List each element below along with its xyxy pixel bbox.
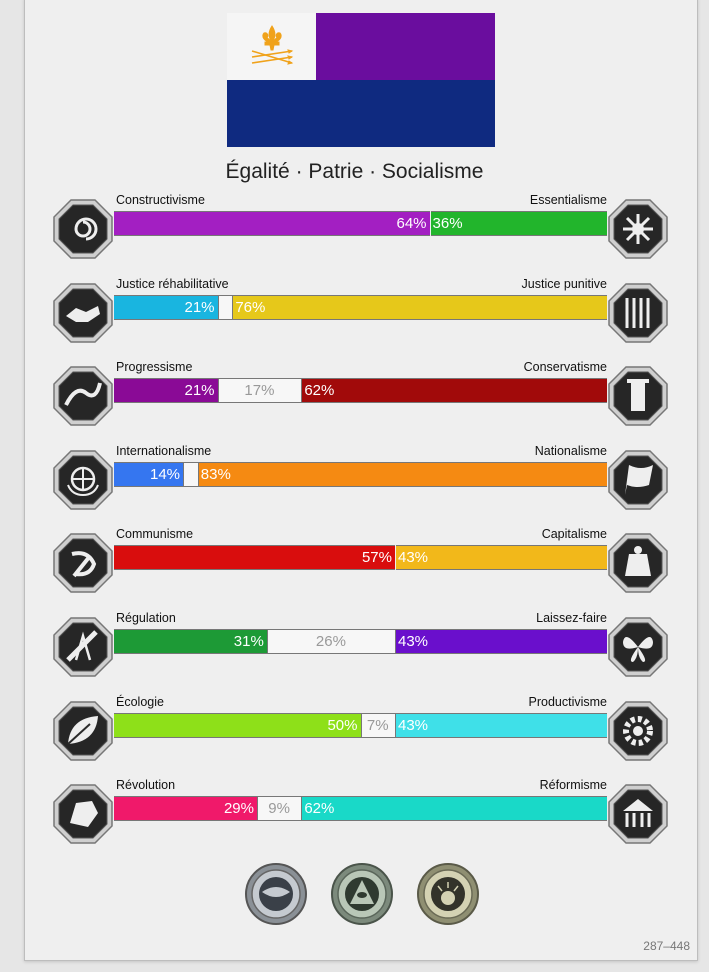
column-icon <box>607 365 669 427</box>
axis-left-segment: 57% <box>114 546 395 569</box>
axis-center-segment: 26% <box>267 630 395 653</box>
axis-left-label: Écologie <box>116 695 164 709</box>
motto: Égalité · Patrie · Socialisme <box>225 160 484 183</box>
axis-left-segment: 21% <box>114 379 218 402</box>
globe-laurel-icon <box>52 449 114 511</box>
axis-right-segment: 36% <box>430 212 607 235</box>
footer-coins <box>244 862 480 926</box>
axis-center-segment: 9% <box>257 797 301 820</box>
flag-blue-stripe <box>227 80 495 147</box>
axis-right-segment: 62% <box>301 379 607 402</box>
axis-right-label: Capitalisme <box>541 527 607 541</box>
axis-row <box>52 193 669 260</box>
flag-purple-stripe <box>316 13 495 80</box>
axis-left-segment: 14% <box>114 463 183 486</box>
leaf-icon <box>52 700 114 762</box>
axis-right-label: Productivisme <box>528 695 607 709</box>
axis-bar <box>114 545 607 570</box>
axis-row <box>52 360 669 427</box>
axis-right-segment: 43% <box>395 630 607 653</box>
axis-bar <box>114 629 607 654</box>
flower-icon <box>607 198 669 260</box>
axis-center-segment: 17% <box>218 379 302 402</box>
money-bag-icon <box>607 532 669 594</box>
axis-row <box>52 695 669 762</box>
axis-right-label: Réformisme <box>539 778 607 792</box>
axis-center-segment <box>218 296 233 319</box>
axis-right-segment: 43% <box>395 714 607 737</box>
axis-right-label: Conservatisme <box>523 360 607 374</box>
gear-icon <box>607 700 669 762</box>
axis-bar <box>114 713 607 738</box>
prison-bars-icon <box>607 282 669 344</box>
axis-right-segment: 43% <box>395 546 607 569</box>
spiral-icon <box>52 198 114 260</box>
handshake-icon <box>52 282 114 344</box>
coin-silver-icon <box>244 862 308 926</box>
axis-row <box>52 527 669 594</box>
axis-right-segment: 83% <box>198 463 607 486</box>
axis-row <box>52 444 669 511</box>
butterfly-icon <box>607 616 669 678</box>
axis-right-label: Nationalisme <box>534 444 607 458</box>
axis-center-segment <box>183 463 198 486</box>
coin-eye-pyramid-icon <box>330 862 394 926</box>
axis-center-segment: 7% <box>361 714 396 737</box>
ruler-compass-icon <box>52 616 114 678</box>
axis-left-label: Justice réhabilitative <box>116 277 229 291</box>
axis-left-segment: 21% <box>114 296 218 319</box>
axis-left-label: Communisme <box>116 527 194 541</box>
axis-bar <box>114 462 607 487</box>
axis-right-label: Justice punitive <box>521 277 607 291</box>
axis-left-segment: 29% <box>114 797 257 820</box>
result-code: 287–448 <box>643 939 690 953</box>
axis-row <box>52 611 669 678</box>
axis-right-segment: 76% <box>232 296 607 319</box>
axis-bar <box>114 796 607 821</box>
axis-left-label: Régulation <box>116 611 176 625</box>
axis-right-segment: 62% <box>301 797 607 820</box>
coin-sun-icon <box>416 862 480 926</box>
axis-bar <box>114 211 607 236</box>
axis-left-label: Internationalisme <box>116 444 212 458</box>
axis-right-label: Laissez-faire <box>536 611 607 625</box>
axis-left-segment: 64% <box>114 212 430 235</box>
wave-icon <box>52 365 114 427</box>
flag-icon <box>607 449 669 511</box>
axis-left-label: Progressisme <box>116 360 193 374</box>
parliament-icon <box>607 783 669 845</box>
fleur-de-lis-icon <box>247 23 297 71</box>
flag <box>227 13 495 147</box>
axis-left-segment: 31% <box>114 630 267 653</box>
axis-bar <box>114 295 607 320</box>
axis-left-label: Révolution <box>116 778 176 792</box>
axis-right-label: Essentialisme <box>529 193 607 207</box>
axis-left-segment: 50% <box>114 714 361 737</box>
axis-row <box>52 778 669 845</box>
axis-left-label: Constructivisme <box>116 193 205 207</box>
fist-icon <box>52 783 114 845</box>
axis-row <box>52 277 669 344</box>
axis-bar <box>114 378 607 403</box>
hammer-sickle-icon <box>52 532 114 594</box>
